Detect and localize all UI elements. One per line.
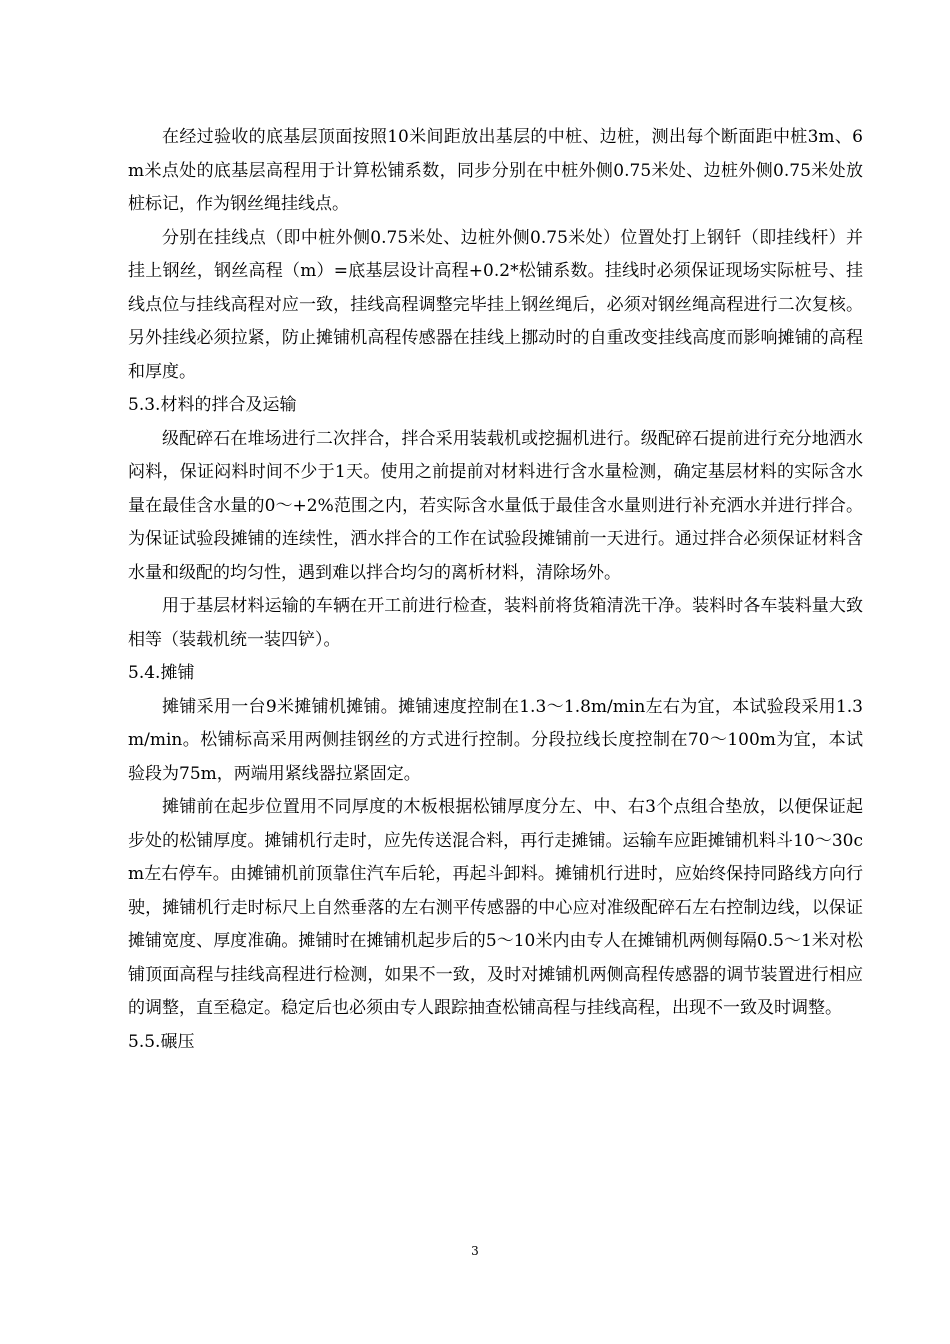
paragraph-material-transport: 用于基层材料运输的车辆在开工前进行检查，装料前将货箱清洗干净。装料时各车装料量大致相等（装载机统一装四铲）。	[128, 596, 863, 650]
section-heading-5-3: 5.3.材料的拌合及运输	[128, 395, 297, 415]
paragraph-wire-hanging: 分别在挂线点（即中桩外侧0.75米处、边桩外侧0.75米处）位置处打上钢钎（即挂线杆）并挂上钢丝，钢丝高程（m）=底基层设计高程+0.2*松铺系数。挂线时必须保证现场实际桩号、挂线点位与挂线高程对应一致，挂线高程调整完毕挂上钢丝绳后，必须对钢丝绳高程进行二次复核。另外挂线必须拉紧，防止摊铺机高程传感器在挂线上挪动时的自重改变挂线高度而影响摊铺的高程和厚度。	[128, 227, 863, 382]
page-number: 3	[471, 1244, 479, 1258]
section-heading-5-5: 5.5.碾压	[128, 1031, 195, 1052]
paragraph-paving-speed: 摊铺采用一台9米摊铺机摊铺。摊铺速度控制在1.3～1.8m/min左右为宜，本试验段采用1.3m/min。松铺标高采用两侧挂钢丝的方式进行控制。分段拉线长度控制在70～100m为宜，本试验段为75m，两端用紧线器拉紧固定。	[128, 696, 863, 784]
section-heading-5-4: 5.4.摊铺	[128, 663, 195, 683]
paragraph-stake-layout: 在经过验收的底基层顶面按照10米间距放出基层的中桩、边桩，测出每个断面距中桩3m、6m米点处的底基层高程用于计算松铺系数，同步分别在中桩外侧0.75米处、边桩外侧0.75米处放桩标记，作为钢丝绳挂线点。	[128, 127, 863, 214]
paragraph-material-mixing: 级配碎石在堆场进行二次拌合，拌合采用装载机或挖掘机进行。级配碎石提前进行充分地洒水闷料，保证闷料时间不少于1天。使用之前提前对材料进行含水量检测，确定基层材料的实际含水量在最佳含水量的0～+2%范围之内，若实际含水量低于最佳含水量则进行补充洒水并进行拌合。为保证试验段摊铺的连续性，洒水拌合的工作在试验段摊铺前一天进行。通过拌合必须保证材料含水量和级配的均匀性，遇到难以拌合均匀的离析材料，清除场外。	[128, 428, 863, 583]
paragraph-paving-procedure: 摊铺前在起步位置用不同厚度的木板根据松铺厚度分左、中、右3个点组合垫放，以便保证起步处的松铺厚度。摊铺机行走时，应先传送混合料，再行走摊铺。运输车应距摊铺机料斗10～30cm左右停车。由摊铺机前顶靠住汽车后轮，再起斗卸料。摊铺机行进时，应始终保持同路线方向行驶，摊铺机行走时标尺上自然垂落的左右测平传感器的中心应对准级配碎石左右控制边线，以保证摊铺宽度、厚度准确。摊铺时在摊铺机起步后的5～10米内由专人在摊铺机两侧每隔0.5～1米对松铺顶面高程与挂线高程进行检测，如果不一致，及时对摊铺机两侧高程传感器的调节装置进行相应的调整，直至稳定。稳定后也必须由专人跟踪抽查松铺高程与挂线高程，出现不一致及时调整。	[128, 797, 863, 1018]
document-body	[128, 121, 863, 1059]
